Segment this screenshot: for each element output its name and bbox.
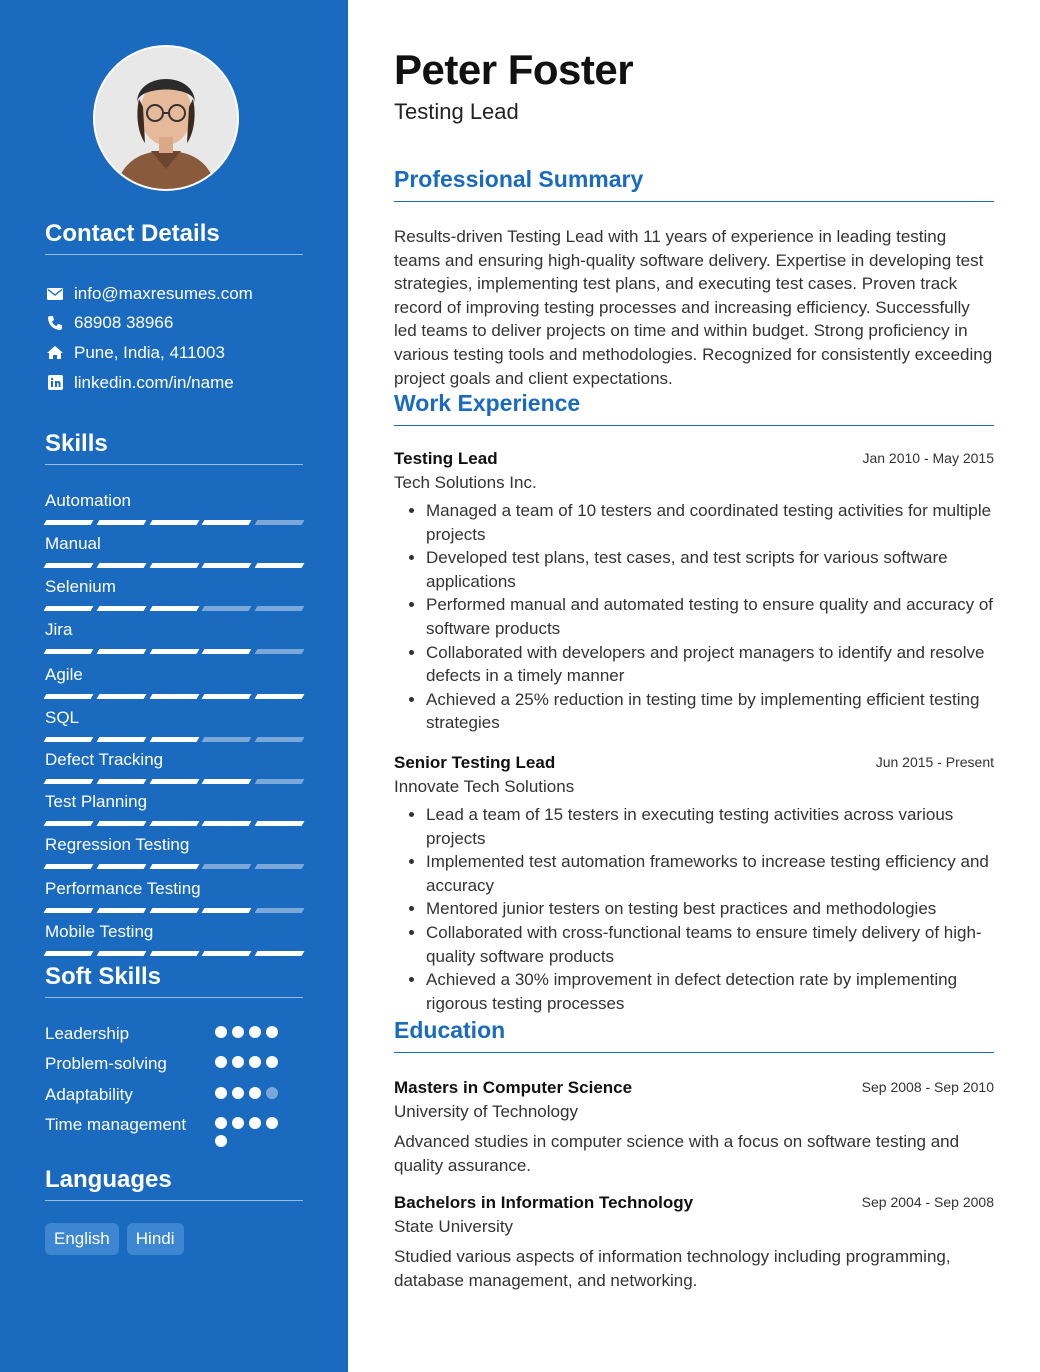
summary-heading: Professional Summary xyxy=(394,166,994,202)
skill-bar-segment xyxy=(96,649,146,654)
soft-skill-dot xyxy=(266,1056,278,1068)
soft-skill-label: Time management xyxy=(45,1115,187,1134)
skill-bar-segment xyxy=(44,908,94,913)
skill-bar-segment xyxy=(96,737,146,742)
skill-bar-segment xyxy=(202,694,252,699)
skill-bar-segment xyxy=(96,864,146,869)
skill-bar-segment xyxy=(44,779,94,784)
soft-skill-rating xyxy=(215,1114,295,1150)
contact-title: Contact Details xyxy=(45,220,303,255)
skill-rating-bar xyxy=(45,908,303,913)
skill-bar-segment xyxy=(255,606,305,611)
skill-bar-segment xyxy=(202,779,252,784)
skill-bar-segment xyxy=(149,908,199,913)
job-company: Tech Solutions Inc. xyxy=(394,473,537,492)
skill-bar-segment xyxy=(255,563,305,568)
soft-skill-dot xyxy=(249,1087,261,1099)
skill-bar-segment xyxy=(149,779,199,784)
candidate-role: Testing Lead xyxy=(394,99,519,124)
skill-item xyxy=(45,577,303,611)
skill-bar-segment xyxy=(96,694,146,699)
education-degree: Masters in Computer Science xyxy=(394,1078,633,1097)
avatar-icon xyxy=(95,47,237,189)
job-bullet: • Managed a team of 10 testers and coordinated testing activities for multiple projects xyxy=(426,499,994,546)
job-bullet: • Achieved a 30% improvement in defect detection rate by implementing rigorous testing processes xyxy=(426,968,994,1015)
soft-skill-dot xyxy=(266,1117,278,1129)
education-school: University of Technology xyxy=(394,1102,578,1121)
job-bullet: • Lead a team of 15 testers in executing testing activities across various projects xyxy=(426,803,994,850)
skill-bar-segment xyxy=(202,563,252,568)
soft-skill-dot xyxy=(215,1135,227,1147)
job-title: Testing Lead xyxy=(394,449,498,468)
education-school: State University xyxy=(394,1217,514,1236)
skill-bar-segment xyxy=(44,606,94,611)
skill-bar-segment xyxy=(149,951,199,956)
phone-icon xyxy=(45,315,65,331)
skill-item xyxy=(45,835,303,869)
job-bullet: • Implemented test automation frameworks to increase testing efficiency and accuracy xyxy=(426,850,994,897)
soft-skill-dot xyxy=(215,1087,227,1099)
skill-bar-segment xyxy=(255,737,305,742)
skill-bar-segment xyxy=(255,779,305,784)
skill-label: Agile xyxy=(45,665,83,684)
skill-label: Test Planning xyxy=(45,792,148,811)
skill-item xyxy=(45,750,303,784)
skill-rating-bar xyxy=(45,821,303,826)
skill-bar-segment xyxy=(149,694,199,699)
contact-address-text: Pune, India, 411003 xyxy=(74,342,225,362)
linkedin-icon xyxy=(45,375,65,391)
soft-skills-title: Soft Skills xyxy=(45,963,303,998)
soft-skill-dot xyxy=(232,1117,244,1129)
soft-skill-label: Leadership xyxy=(45,1024,130,1043)
skill-label: SQL xyxy=(45,708,80,727)
job-bullets xyxy=(394,803,994,1015)
sidebar xyxy=(0,0,348,1372)
skill-bar-segment xyxy=(96,563,146,568)
soft-skill-dot xyxy=(215,1056,227,1068)
skill-item xyxy=(45,708,303,742)
skill-bar-segment xyxy=(44,520,94,525)
skill-label: Mobile Testing xyxy=(45,922,154,941)
skill-bar-segment xyxy=(96,908,146,913)
skill-label: Jira xyxy=(45,620,73,639)
soft-skill-dot xyxy=(249,1026,261,1038)
skill-bar-segment xyxy=(149,606,199,611)
skill-rating-bar xyxy=(45,694,303,699)
job-date: Jun 2015 - Present xyxy=(875,754,994,770)
skill-bar-segment xyxy=(96,951,146,956)
soft-skill-dot xyxy=(249,1117,261,1129)
skill-bar-segment xyxy=(149,520,199,525)
skill-rating-bar xyxy=(45,649,303,654)
skill-bar-segment xyxy=(44,737,94,742)
skill-item xyxy=(45,792,303,826)
skill-bar-segment xyxy=(202,821,252,826)
job-bullet: • Collaborated with cross-functional teams to ensure timely delivery of high-quality software products xyxy=(426,921,994,968)
skill-bar-segment xyxy=(202,606,252,611)
skill-bar-segment xyxy=(202,951,252,956)
languages-section xyxy=(45,1166,303,1255)
soft-skill-item xyxy=(45,1053,303,1075)
skill-bar-segment xyxy=(149,563,199,568)
skill-rating-bar xyxy=(45,737,303,742)
contact-linkedin[interactable] xyxy=(45,368,303,398)
skill-rating-bar xyxy=(45,951,303,956)
skill-bar-segment xyxy=(255,951,305,956)
contact-section xyxy=(45,220,303,397)
skill-label: Performance Testing xyxy=(45,879,201,898)
job-bullet: • Performed manual and automated testing to ensure quality and accuracy of software products xyxy=(426,593,994,640)
skill-rating-bar xyxy=(45,864,303,869)
language-badge: English xyxy=(45,1223,119,1255)
experience-heading: Work Experience xyxy=(394,390,994,426)
skill-bar-segment xyxy=(255,649,305,654)
skill-bar-segment xyxy=(96,606,146,611)
soft-skill-dot xyxy=(232,1026,244,1038)
skill-bar-segment xyxy=(44,864,94,869)
languages-title: Languages xyxy=(45,1166,303,1201)
education-date: Sep 2004 - Sep 2008 xyxy=(861,1194,994,1210)
soft-skill-rating xyxy=(215,1023,295,1041)
skill-item xyxy=(45,922,303,956)
skill-rating-bar xyxy=(45,520,303,525)
skills-title: Skills xyxy=(45,430,303,465)
soft-skill-rating xyxy=(215,1084,295,1102)
soft-skill-dot xyxy=(266,1087,278,1099)
skill-item xyxy=(45,491,303,525)
job-bullet: • Mentored junior testers on testing best practices and methodologies xyxy=(426,897,994,921)
job-bullet: • Achieved a 25% reduction in testing time by implementing efficient testing strategies xyxy=(426,688,994,735)
soft-skill-item xyxy=(45,1114,303,1136)
skill-bar-segment xyxy=(96,779,146,784)
skills-section xyxy=(45,430,303,941)
skill-bar-segment xyxy=(44,649,94,654)
skill-item xyxy=(45,534,303,568)
skill-label: Selenium xyxy=(45,577,116,596)
skill-label: Manual xyxy=(45,534,101,553)
skill-bar-segment xyxy=(202,864,252,869)
soft-skill-dot xyxy=(249,1056,261,1068)
skill-item xyxy=(45,620,303,654)
skill-rating-bar xyxy=(45,606,303,611)
skill-label: Automation xyxy=(45,491,131,510)
skill-rating-bar xyxy=(45,563,303,568)
profile-photo xyxy=(93,45,239,191)
contact-email-text: info@maxresumes.com xyxy=(74,283,253,303)
soft-skill-item xyxy=(45,1023,303,1045)
skill-bar-segment xyxy=(202,520,252,525)
skill-label: Defect Tracking xyxy=(45,750,164,769)
soft-skill-rating xyxy=(215,1053,295,1071)
job-title: Senior Testing Lead xyxy=(394,753,556,772)
skill-bar-segment xyxy=(202,908,252,913)
skill-item xyxy=(45,665,303,699)
skill-bar-segment xyxy=(202,649,252,654)
skill-bar-segment xyxy=(96,520,146,525)
skill-bar-segment xyxy=(149,649,199,654)
contact-email[interactable] xyxy=(45,279,303,309)
soft-skill-dot xyxy=(215,1117,227,1129)
skill-item xyxy=(45,879,303,913)
skill-bar-segment xyxy=(149,821,199,826)
skill-bar-segment xyxy=(96,821,146,826)
soft-skill-label: Adaptability xyxy=(45,1085,133,1104)
contact-phone[interactable] xyxy=(45,309,303,339)
skill-bar-segment xyxy=(202,737,252,742)
education-entry xyxy=(394,1191,994,1292)
job-company: Innovate Tech Solutions xyxy=(394,777,575,796)
contact-phone-text: 68908 38966 xyxy=(74,313,174,333)
skill-bar-segment xyxy=(44,563,94,568)
job-bullets xyxy=(394,499,994,735)
skill-bar-segment xyxy=(44,694,94,699)
job-bullet: • Collaborated with developers and project managers to identify and resolve defects in a timely manner xyxy=(426,641,994,688)
skill-rating-bar xyxy=(45,779,303,784)
soft-skill-dot xyxy=(266,1026,278,1038)
skill-bar-segment xyxy=(255,908,305,913)
skill-label: Regression Testing xyxy=(45,835,190,854)
job-entry xyxy=(394,751,994,1015)
skill-bar-segment xyxy=(149,737,199,742)
skill-bar-segment xyxy=(44,951,94,956)
education-degree: Bachelors in Information Technology xyxy=(394,1193,694,1212)
contact-linkedin-text: linkedin.com/in/name xyxy=(74,372,234,392)
education-heading: Education xyxy=(394,1017,994,1053)
soft-skill-dot xyxy=(232,1056,244,1068)
soft-skills-section xyxy=(45,963,303,1134)
skill-bar-segment xyxy=(149,864,199,869)
skill-bar-segment xyxy=(255,520,305,525)
summary-text: Results-driven Testing Lead with 11 years of experience in leading testing teams and ensuring high-quality software delivery. Expertise in developing test strategies, implementing test plans, and executing test cases. Proven track record of improving testing processes and increasing efficiency. Successfully led teams to deliver projects on time and within budget. Strong proficiency in various testing tools and methodologies. Recognized for consistently exceeding project goals and client expectations. xyxy=(394,227,993,388)
soft-skill-item xyxy=(45,1084,303,1106)
candidate-name: Peter Foster xyxy=(394,46,634,93)
education-description: Studied various aspects of information technology including programming, database management, and networking. xyxy=(394,1247,951,1290)
contact-address xyxy=(45,338,303,368)
soft-skill-dot xyxy=(232,1087,244,1099)
envelope-icon xyxy=(45,286,65,302)
soft-skill-dot xyxy=(215,1026,227,1038)
home-icon xyxy=(45,345,65,361)
job-bullet: • Developed test plans, test cases, and test scripts for various software applications xyxy=(426,546,994,593)
skill-bar-segment xyxy=(255,694,305,699)
skill-bar-segment xyxy=(44,821,94,826)
skill-bar-segment xyxy=(255,864,305,869)
soft-skill-label: Problem-solving xyxy=(45,1054,167,1073)
education-entry xyxy=(394,1076,994,1177)
education-date: Sep 2008 - Sep 2010 xyxy=(861,1079,994,1095)
education-description: Advanced studies in computer science with a focus on software testing and quality assurance. xyxy=(394,1132,960,1175)
language-badge: Hindi xyxy=(127,1223,184,1255)
skill-bar-segment xyxy=(255,821,305,826)
job-date: Jan 2010 - May 2015 xyxy=(862,450,994,466)
job-entry xyxy=(394,447,994,735)
